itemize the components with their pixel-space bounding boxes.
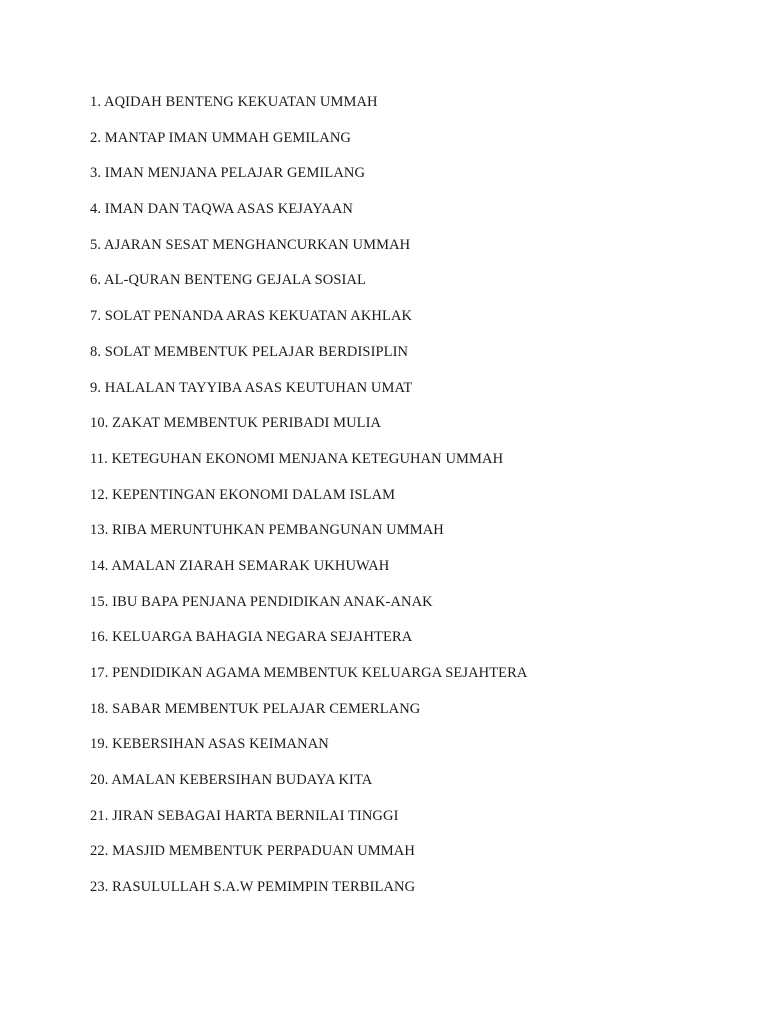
list-item: 8. SOLAT MEMBENTUK PELAJAR BERDISIPLIN bbox=[90, 343, 409, 360]
list-item: 17. PENDIDIKAN AGAMA MEMBENTUK KELUARGA SEJAHTERA bbox=[90, 665, 528, 681]
list-item: 7. SOLAT PENANDA ARAS KEKUATAN AKHLAK bbox=[90, 308, 413, 325]
list-item: 18. SABAR MEMBENTUK PELAJAR CEMERLANG bbox=[90, 700, 421, 717]
list-item: 11. KETEGUHAN EKONOMI MENJANA KETEGUHAN UMMAH bbox=[90, 450, 504, 467]
list-item: 21. JIRAN SEBAGAI HARTA BERNILAI TINGGI bbox=[90, 807, 399, 824]
list-item: 10. ZAKAT MEMBENTUK PERIBADI MULIA bbox=[90, 415, 382, 432]
list-item: 20. AMALAN KEBERSIHAN BUDAYA KITA bbox=[90, 772, 373, 789]
list-item: 12. KEPENTINGAN EKONOMI DALAM ISLAM bbox=[90, 486, 396, 503]
list-item: 23. RASULULLAH S.A.W PEMIMPIN TERBILANG bbox=[90, 879, 416, 896]
list-item: 3. IMAN MENJANA PELAJAR GEMILANG bbox=[90, 165, 366, 182]
list-item: 4. IMAN DAN TAQWA ASAS KEJAYAAN bbox=[90, 201, 353, 218]
list-item: 1. AQIDAH BENTENG KEKUATAN UMMAH bbox=[90, 94, 378, 110]
list-item: 15. IBU BAPA PENJANA PENDIDIKAN ANAK-ANAK bbox=[90, 593, 433, 610]
list-item: 9. HALALAN TAYYIBA ASAS KEUTUHAN UMAT bbox=[90, 379, 413, 396]
list-item: 13. RIBA MERUNTUHKAN PEMBANGUNAN UMMAH bbox=[90, 522, 444, 539]
list-item: 14. AMALAN ZIARAH SEMARAK UKHUWAH bbox=[90, 557, 390, 574]
list-item: 16. KELUARGA BAHAGIA NEGARA SEJAHTERA bbox=[90, 629, 413, 646]
list-item: 22. MASJID MEMBENTUK PERPADUAN UMMAH bbox=[90, 843, 415, 860]
list-item: 6. AL-QURAN BENTENG GEJALA SOSIAL bbox=[90, 272, 366, 289]
list-item: 19. KEBERSIHAN ASAS KEIMANAN bbox=[90, 736, 329, 753]
list-item: 5. AJARAN SESAT MENGHANCURKAN UMMAH bbox=[90, 236, 411, 253]
topic-list bbox=[90, 92, 528, 913]
list-item: 2. MANTAP IMAN UMMAH GEMILANG bbox=[90, 129, 351, 146]
